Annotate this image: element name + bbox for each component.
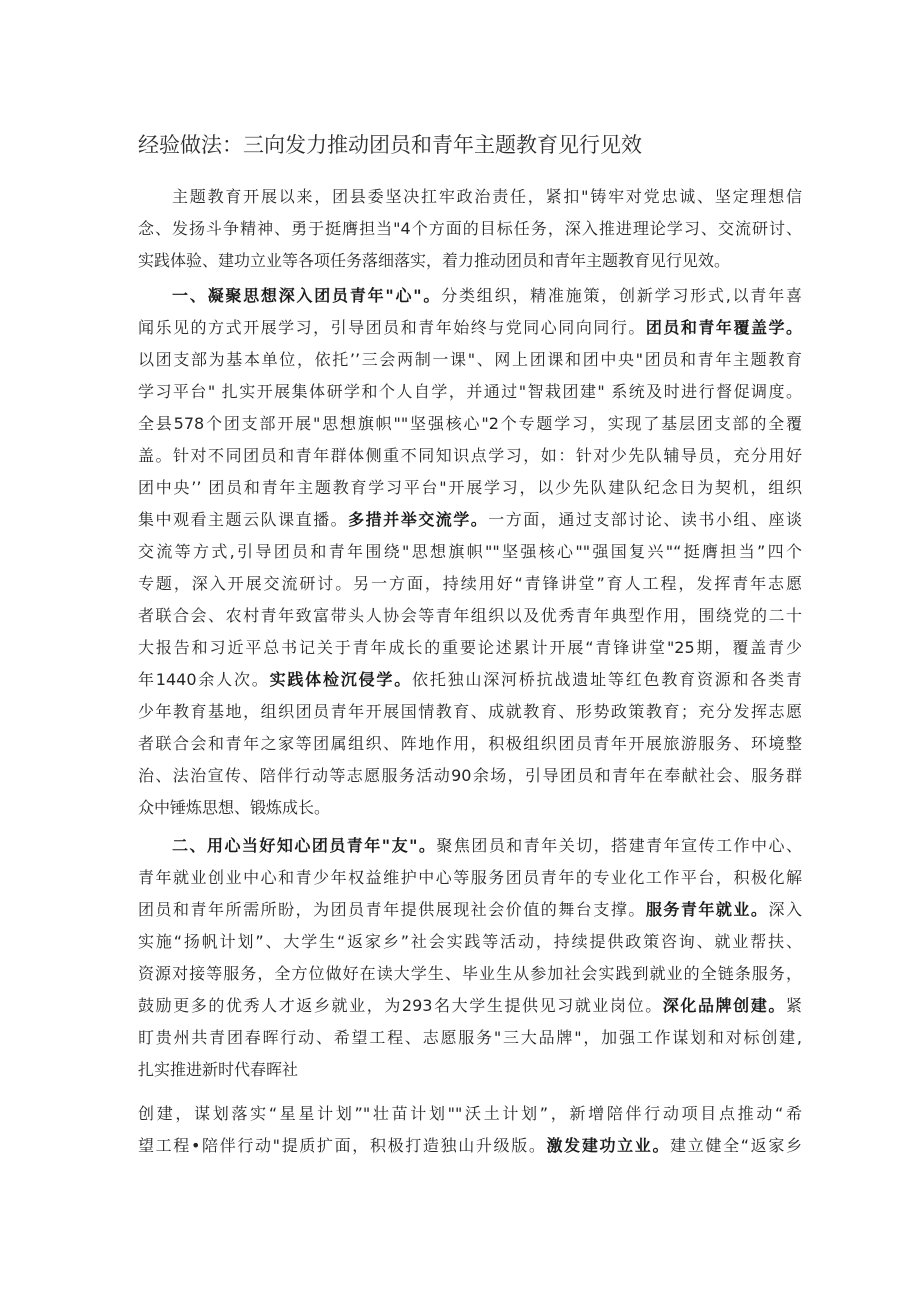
text-line: 交流等方式,引导团员和青年围绕"思想旗帜""坚强核心""强国复兴"“挺膺担当”四个 [138, 542, 802, 561]
text-line: 盖。针对不同团员和青年群体侧重不同知识点学习，如：针对少先队辅导员，充分用好 [138, 446, 802, 465]
text-line: 专题，深入开展交流研讨。另一方面，持续用好“青锋讲堂”育人工程，发挥青年志愿 [138, 574, 802, 593]
section-heading: 一、凝聚思想深入团员青年"心"。 [172, 286, 442, 305]
text-line: 实践体验、建功立业等各项任务落细落实，着力推动团员和青年主题教育见行见效。 [138, 251, 731, 270]
text-line [138, 312, 802, 344]
text-line: 主题教育开展以来，团县委坚决扛牢政治责任，紧扣"铸牢对党忠诚、坚定理想信 [172, 187, 802, 206]
text-run: 团员和青年所需所盼，为团员青年提供展现社会价值的舞台支撑。 [138, 900, 646, 919]
text-line: 创建，谋划落实“星星计划”"壮苗计划""沃土计划”，新增陪伴行动项目点推动“希 [138, 1104, 802, 1123]
text-line: 以团支部为基本单位，依托’’三会两制一课"、网上团课和团中央"团员和青年主题教育 [138, 350, 802, 369]
text-run: 分类组织，精准施策，创新学习形式,以青年喜 [441, 286, 802, 305]
text-run: 望工程•陪伴行动"提质扩面，积极打造独山升级版。 [138, 1136, 547, 1155]
text-line: 扎实推进新时代春晖社 [138, 1060, 299, 1079]
text-run: 深入 [768, 900, 802, 919]
text-line: 少年教育基地，组织团员青年开展国情教育、成就教育、形势政策教育；充分发挥志愿 [138, 702, 802, 721]
bold-subheading: 服务青年就业。 [645, 900, 769, 919]
section-two-paragraph [138, 830, 802, 1086]
text-run: 紧 [785, 996, 802, 1015]
text-line [138, 504, 802, 536]
text-line [138, 280, 802, 312]
bold-subheading: 激发建功立业。 [546, 1136, 671, 1155]
document-title: 经验做法：三向发力推动团员和青年主题教育见行见效 [138, 133, 642, 157]
text-run: 年1440余人次。 [138, 670, 270, 689]
text-line [138, 664, 802, 696]
bold-subheading: 多措并举交流学。 [348, 510, 489, 529]
text-line [138, 894, 802, 926]
text-run: 建立健全“返家乡 [670, 1136, 802, 1155]
text-line: 全县578个团支部开展"思想旗帜""坚强核心"2个专题学习，实现了基层团支部的全覆 [138, 414, 802, 433]
text-line: 实施“扬帆计划”、大学生“返家乡”社会实践等活动，持续提供政策咨询、就业帮扶、 [138, 932, 802, 951]
text-line: 念、发扬斗争精神、勇于挺膺担当"4个方面的目标任务，深入推进理论学习、交流研讨、 [138, 219, 802, 238]
text-run: 聚焦团员和青年关切，搭建青年宣传工作中心、 [436, 836, 802, 855]
text-line: 资源对接等服务，全方位做好在读大学生、毕业生从参加社会实践到就业的全链条服务， [138, 964, 802, 983]
section-one-paragraph [138, 280, 802, 824]
text-line [138, 990, 802, 1022]
text-line: 者联合会、农村青年致富带头人协会等青年组织以及优秀青年典型作用，围绕党的二十 [138, 606, 802, 625]
text-line: 盯贵州共青团春晖行动、希望工程、志愿服务"三大品牌"，加强工作谋划和对标创建, [138, 1028, 802, 1047]
text-run: 闻乐见的方式开展学习，引导团员和青年始终与党同心同向同行。 [138, 318, 646, 337]
bold-subheading: 团员和青年覆盖学。 [645, 318, 802, 337]
text-line: 治、法治宣传、陪伴行动等志愿服务活动90余场，引导团员和青年在奉献社会、服务群 [138, 766, 802, 785]
continuation-paragraph [138, 1098, 802, 1162]
text-run: 鼓励更多的优秀人才返乡就业，为293名大学生提供见习就业岗位。 [138, 996, 663, 1015]
bold-subheading: 实践体检沉侵学。 [269, 670, 413, 689]
text-run: 依托独山深河桥抗战遗址等红色教育资源和各类青 [412, 670, 802, 689]
text-run: 一方面，通过支部讨论、读书小组、座谈 [488, 510, 802, 529]
text-line: 大报告和习近平总书记关于青年成长的重要论述累计开展“青锋讲堂"25期，覆盖青少 [138, 638, 802, 657]
text-line: 青年就业创业中心和青少年权益维护中心等服务团员青年的专业化工作平台，积极化解 [138, 868, 802, 887]
text-line: 者联合会和青年之家等团属组织、阵地作用，积极组织团员青年开展旅游服务、环境整 [138, 734, 802, 753]
bold-subheading: 深化品牌创建。 [662, 996, 786, 1015]
text-line: 学习平台" 扎实开展集体研学和个人自学，并通过"智栽团建" 系统及时进行督促调度。 [138, 382, 802, 401]
text-line: 团中央’’ 团员和青年主题教育学习平台"开展学习，以少先队建队纪念日为契机，组织 [138, 478, 802, 497]
intro-paragraph [138, 181, 802, 277]
text-line: 众中锤炼思想、锻炼成长。 [138, 798, 331, 817]
section-heading: 二、用心当好知心团员青年"友"。 [172, 836, 437, 855]
text-line [138, 1130, 802, 1162]
text-line [138, 830, 802, 862]
text-run: 集中观看主题云队课直播。 [138, 510, 349, 529]
